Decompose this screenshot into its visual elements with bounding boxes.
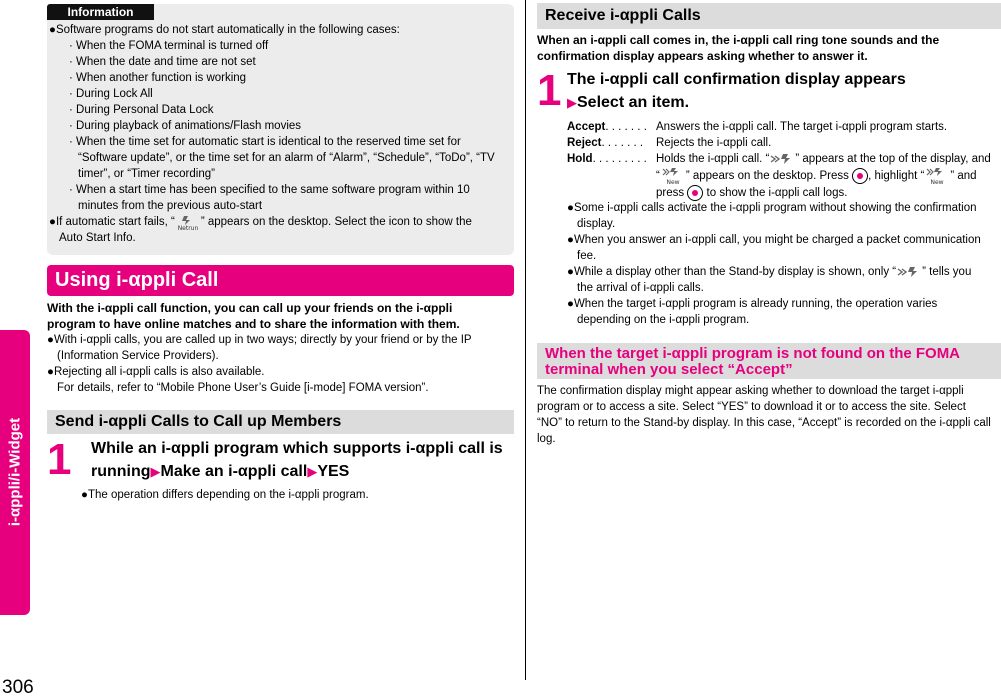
note-bullet: ●While a display other than the Stand-by display is shown, only “ ” tells you <box>567 266 972 278</box>
info-case: · During playback of animations/Flash movies <box>69 120 302 132</box>
paragraph-line: log. <box>537 433 556 445</box>
note-cont: the arrival of i-αppli calls. <box>577 282 704 294</box>
intro-line: With the i-αppli call function, you can call up your friends on the i-αppli <box>47 301 453 315</box>
note-cont: fee. <box>577 250 597 262</box>
note-bullet: ●When you answer an i-αppli call, you might be charged a packet communication <box>567 234 981 246</box>
section-title-send: Send i-αppli Calls to Call up Members <box>47 410 514 434</box>
intro-line: program to have online matches and to share the information with them. <box>47 317 460 331</box>
info-case: · When the FOMA terminal is turned off <box>69 40 269 52</box>
info-case-cont: timer”, or “Timer recording” <box>78 168 215 180</box>
info-case-cont: “Software update”, or the time set for an alarm of “Alarm”, “Schedule”, “ToDo”, “TV <box>78 152 495 164</box>
receive-notes <box>567 200 981 328</box>
receive-intro <box>537 32 939 64</box>
section-title-receive: Receive i-αppli Calls <box>537 3 1001 29</box>
using-notes <box>47 332 472 396</box>
note-cont: display. <box>577 218 616 230</box>
info-bullet-cont: Auto Start Info. <box>59 232 136 244</box>
note-bullet: ●When the target i-αppli program is already running, the operation varies <box>567 298 938 310</box>
info-case: · When a start time has been specified to the same software program within 10 <box>69 184 470 196</box>
using-intro <box>47 300 460 332</box>
info-case-cont: minutes from the previous auto-start <box>78 200 263 212</box>
section-title-using: Using i-αppli Call <box>47 265 514 296</box>
svg-text:Netrun: Netrun <box>177 224 199 231</box>
info-bullet: ●If automatic start fails, “ Netrun ” appears on the desktop. Select the icon to show the <box>49 216 472 231</box>
send-step-note: ●The operation differs depending on the i-αppli program. <box>81 489 369 501</box>
info-case: · When another function is working <box>69 72 247 84</box>
information-content <box>49 22 509 246</box>
note-cont: depending on the i-αppli program. <box>577 314 750 326</box>
center-key-icon <box>687 185 703 201</box>
iappli-call-icon <box>769 152 795 166</box>
note-cont: (Information Service Providers). <box>57 350 219 362</box>
receive-step-instruction <box>567 68 906 114</box>
page-number: 306 <box>2 677 34 698</box>
option-accept: Accept. . . . . . . Answers the i-αppli call. The target i-αppli program starts. <box>567 121 948 133</box>
subsection-title-not-found <box>537 343 1001 379</box>
info-case: · When the time set for automatic start is identical to the reserved time set for <box>69 136 461 148</box>
subsection-title-line: terminal when you select “Accept” <box>545 361 793 378</box>
info-bullet: ●Software programs do not start automatically in the following cases: <box>49 24 400 36</box>
svg-text:New: New <box>930 179 944 185</box>
note-bullet: ●Some i-αppli calls activate the i-αppli program without showing the confirmation <box>567 202 977 214</box>
intro-line: confirmation display appears asking whether to answer it. <box>537 49 868 63</box>
new-iappli-call-icon <box>924 167 950 185</box>
center-key-icon <box>852 168 868 184</box>
step-number: 1 <box>537 66 562 115</box>
note-cont: For details, refer to “Mobile Phone User’s Guide [i-mode] FOMA version”. <box>57 382 429 394</box>
note-bullet: ●Rejecting all i-αppli calls is also available. <box>47 366 265 378</box>
step-line: ▶Select an item. <box>567 94 690 111</box>
intro-line: When an i-αppli call comes in, the i-αppli call ring tone sounds and the <box>537 33 940 47</box>
info-case: · During Personal Data Lock <box>69 104 214 116</box>
paragraph-line: The confirmation display might appear asking whether to download the target i-αppli <box>537 385 964 397</box>
info-case: · During Lock All <box>69 88 153 100</box>
option-hold: Hold. . . . . . . . . Holds the i-αppli call. “ ” appears at the top of the display, and “ New ” appears on the desktop. Press , highlight “ New ” and press to show the i-αppli call logs. <box>567 153 991 200</box>
info-case: · When the date and time are not set <box>69 56 256 68</box>
netrun-icon <box>175 215 201 229</box>
option-reject: Reject. . . . . . . Rejects the i-αppli call. <box>567 137 772 149</box>
svg-text:New: New <box>666 179 680 185</box>
options-list <box>567 119 1001 201</box>
new-iappli-call-icon <box>660 167 686 185</box>
step-number: 1 <box>47 435 72 484</box>
note-bullet: ●With i-αppli calls, you are called up in two ways; directly by your friend or by the IP <box>47 334 472 346</box>
iappli-call-icon <box>896 265 922 279</box>
step-line: running▶Make an i-αppli call▶YES <box>91 463 350 480</box>
paragraph-line: program or to access a site. Select “YES” to download it or to access the site. Select <box>537 401 966 413</box>
step-line: While an i-αppli program which supports i-αppli call is <box>91 440 503 457</box>
column-divider <box>525 0 526 680</box>
paragraph-line: “NO” to return to the Stand-by display. In this case, “Accept” is recorded on the i-αppli call <box>537 417 991 429</box>
side-tab-label: i-αppli/i-Widget <box>6 417 24 527</box>
step-line: The i-αppli call confirmation display appears <box>567 71 906 88</box>
section-side-tab <box>0 330 30 615</box>
send-step-instruction <box>91 437 503 483</box>
subsection-title-line: When the target i-αppli program is not found on the FOMA <box>545 345 961 362</box>
not-found-paragraph <box>537 383 991 447</box>
information-tag: Information <box>47 4 154 20</box>
